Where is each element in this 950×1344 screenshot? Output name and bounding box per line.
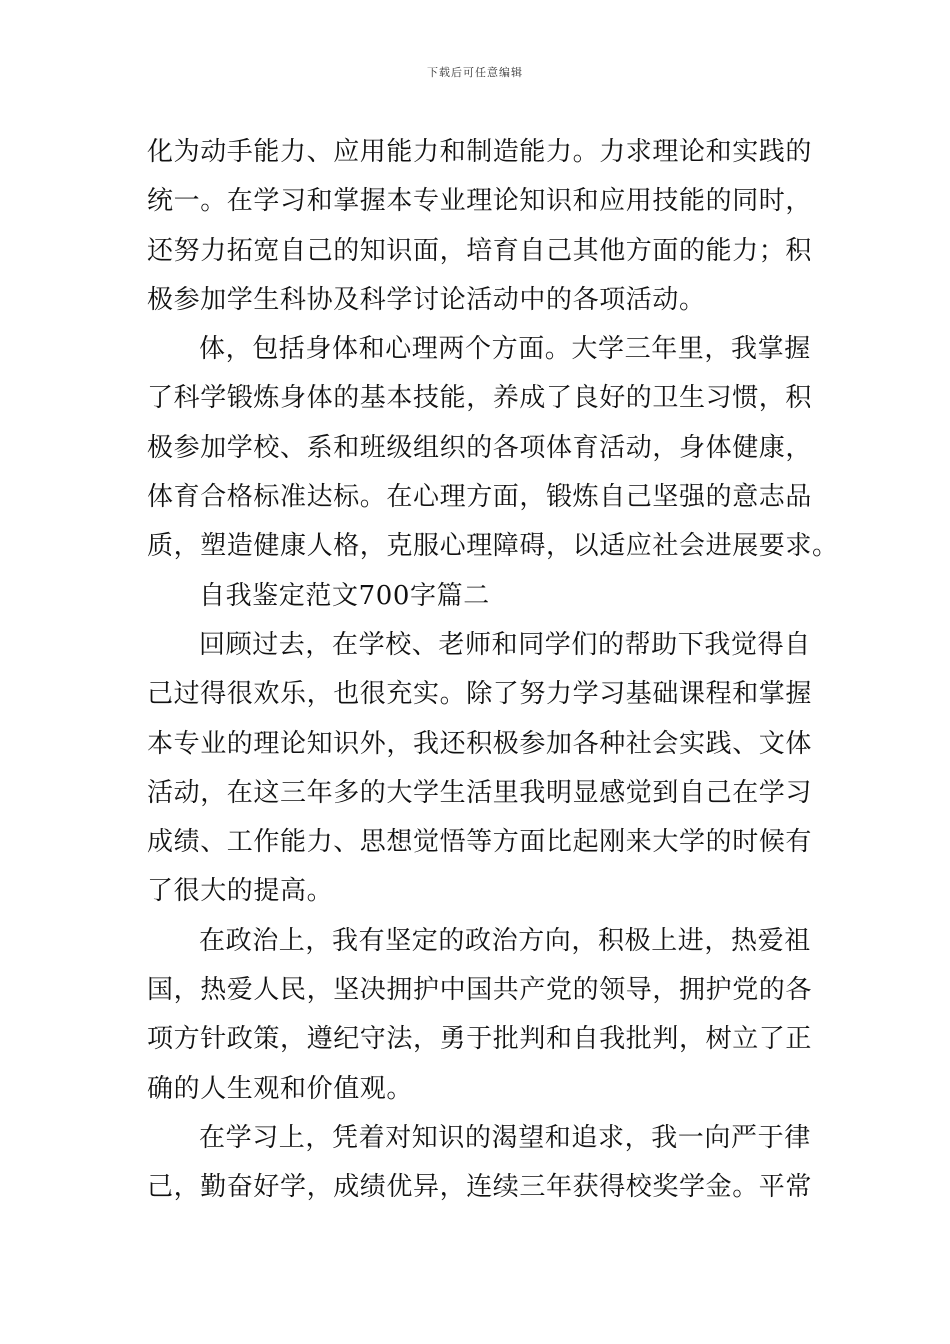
paragraph-first-line: 回顾过去，在学校、老师和同学们的帮助下我觉得自	[199, 629, 811, 660]
text-line: 国，热爱人民，坚决拥护中国共产党的领导，拥护党的各	[147, 975, 813, 1006]
text-line: 己过得很欢乐，也很充实。除了努力学习基础课程和掌握	[147, 679, 813, 710]
text-line: 成绩、工作能力、思想觉悟等方面比起刚来大学的时候有	[147, 827, 813, 858]
text-line: 本专业的理论知识外，我还积极参加各种社会实践、文体	[147, 728, 813, 759]
paragraph-first-line: 在政治上，我有坚定的政治方向，积极上进，热爱祖	[199, 925, 811, 956]
paragraph-first-line: 在学习上，凭着对知识的渴望和追求，我一向严于律	[199, 1122, 811, 1153]
text-line: 还努力拓宽自己的知识面，培育自己其他方面的能力；积	[147, 235, 813, 266]
text-line: 了很大的提高。	[147, 876, 334, 907]
section-heading: 自我鉴定范文700字篇二	[199, 580, 490, 611]
text-line: 己，勤奋好学，成绩优异，连续三年获得校奖学金。平常	[147, 1172, 813, 1203]
text-line: 了科学锻炼身体的基本技能，养成了良好的卫生习惯，积	[147, 383, 813, 414]
text-line: 质，塑造健康人格，克服心理障碍，以适应社会进展要求。	[147, 531, 839, 562]
page-header: 下载后可任意编辑	[427, 66, 523, 79]
body-text	[147, 128, 839, 1213]
text-line: 确的人生观和价值观。	[147, 1073, 414, 1104]
text-line: 体育合格标准达标。在心理方面，锻炼自己坚强的意志品	[147, 482, 813, 513]
text-line: 活动，在这三年多的大学生活里我明显感觉到自己在学习	[147, 777, 813, 808]
paragraph-first-line: 体，包括身体和心理两个方面。大学三年里，我掌握	[199, 334, 811, 365]
text-line: 统一。在学习和掌握本专业理论知识和应用技能的同时，	[147, 186, 813, 217]
text-line: 极参加学校、系和班级组织的各项体育活动，身体健康，	[147, 432, 813, 463]
text-line: 极参加学生科协及科学讨论活动中的各项活动。	[147, 284, 706, 315]
text-line: 项方针政策，遵纪守法，勇于批判和自我批判，树立了正	[147, 1024, 813, 1055]
text-line: 化为动手能力、应用能力和制造能力。力求理论和实践的	[147, 137, 813, 167]
